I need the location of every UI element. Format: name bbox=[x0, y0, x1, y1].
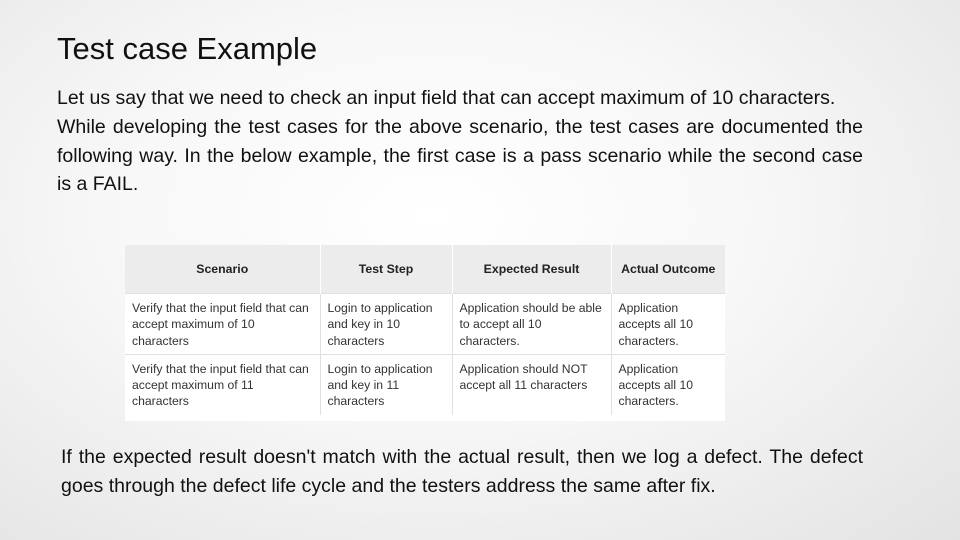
slide-title: Test case Example bbox=[57, 31, 318, 66]
table-row bbox=[125, 354, 725, 414]
header-expected-result: Expected Result bbox=[452, 245, 611, 294]
intro-text bbox=[57, 84, 863, 199]
cell-expected-result: Application should NOT accept all 11 characters bbox=[452, 354, 611, 414]
header-test-step: Test Step bbox=[320, 245, 452, 294]
table-header-row bbox=[125, 245, 725, 294]
cell-actual-outcome: Application accepts all 10 characters. bbox=[611, 294, 725, 355]
header-scenario: Scenario bbox=[125, 245, 320, 294]
intro-paragraph-2: While developing the test cases for the above scenario, the test cases are documented the following way. In the below example, the first case is a pass scenario while the second case is a FAIL. bbox=[57, 115, 863, 196]
intro-paragraph-1: Let us say that we need to check an input field that can accept maximum of 10 characters. bbox=[57, 87, 836, 109]
outro-paragraph: If the expected result doesn't match with the actual result, then we log a defect. The defect goes through the defect life cycle and the testers address the same after fix. bbox=[61, 446, 863, 497]
cell-actual-outcome: Application accepts all 10 characters. bbox=[611, 354, 725, 414]
outro-text bbox=[61, 443, 863, 501]
cell-expected-result: Application should be able to accept all 10 characters. bbox=[452, 294, 611, 355]
cell-test-step: Login to application and key in 11 characters bbox=[320, 354, 452, 414]
header-actual-outcome: Actual Outcome bbox=[611, 245, 725, 294]
table-row bbox=[125, 294, 725, 355]
cell-test-step: Login to application and key in 10 characters bbox=[320, 294, 452, 355]
cell-scenario: Verify that the input field that can accept maximum of 10 characters bbox=[125, 294, 320, 355]
test-case-table bbox=[125, 245, 725, 421]
cell-scenario: Verify that the input field that can accept maximum of 11 characters bbox=[125, 354, 320, 414]
